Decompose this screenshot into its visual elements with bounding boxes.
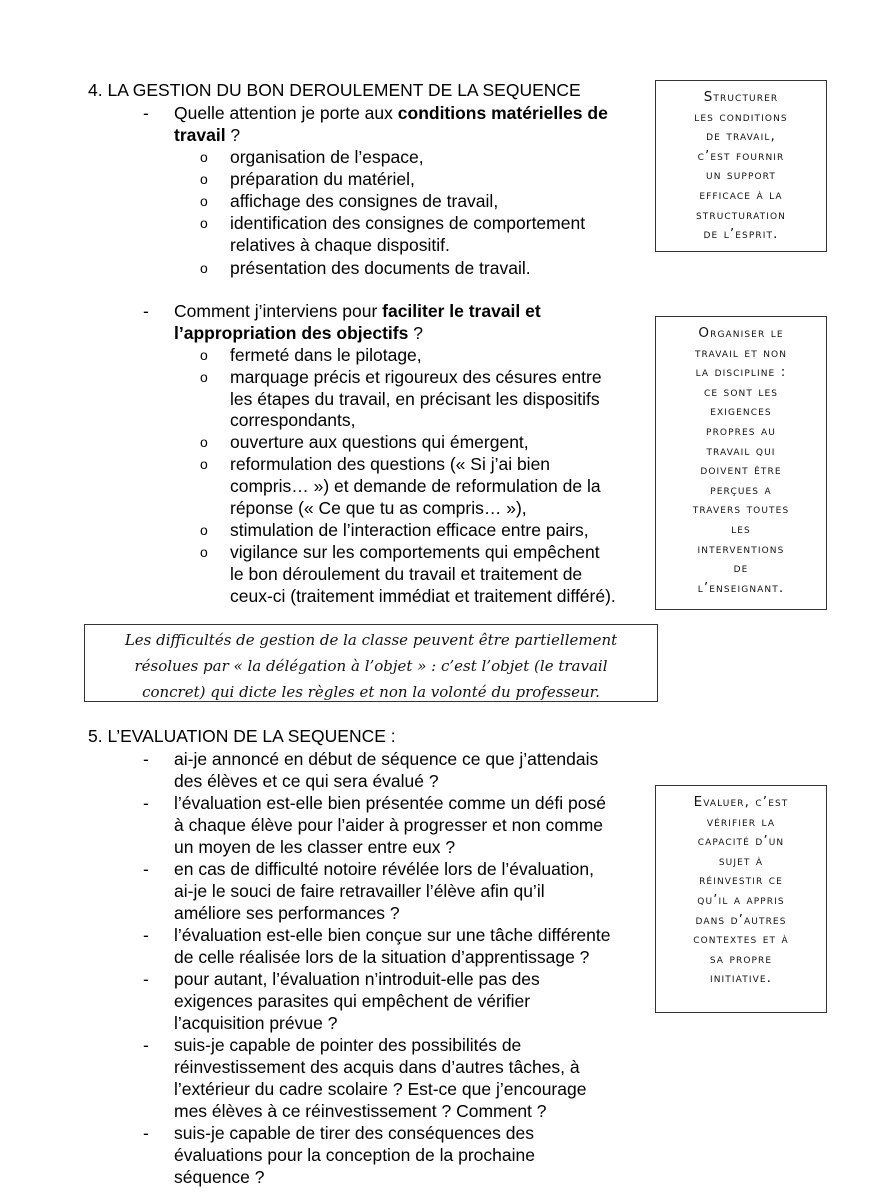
list-item: fermeté dans le pilotage, — [230, 345, 422, 365]
note-line: c’est fournir — [697, 147, 785, 164]
circle-bullet: o — [200, 369, 208, 385]
note-line: travail qui — [706, 442, 776, 459]
question-text: ? — [225, 124, 241, 145]
dash-bullet: - — [143, 1035, 149, 1055]
note-line: vérifier la — [706, 813, 776, 830]
note-line: structuration — [695, 206, 787, 223]
list-item: présentation des documents de travail. — [230, 258, 531, 278]
note-line: efficace à la — [699, 186, 783, 203]
dash-bullet: - — [143, 793, 149, 813]
side-note-structurer — [655, 80, 827, 252]
note-line: perçues a — [710, 481, 772, 498]
side-note-organiser — [655, 316, 827, 610]
list-item: affichage des consignes de travail, — [230, 191, 499, 211]
eval-line-continued: des élèves et ce qui sera évalué ? — [174, 771, 439, 791]
note-line: dans d’autres — [695, 911, 787, 928]
list-item: vigilance sur les comportements qui empêchent — [230, 542, 600, 562]
eval-line-continued: l’extérieur du cadre scolaire ? Est-ce que j’encourage — [174, 1079, 587, 1099]
list-item-continued: ceux-ci (traitement immédiat et traitement différé). — [230, 586, 616, 606]
note-line: les conditions — [694, 108, 788, 125]
note-line: de travail, — [706, 128, 776, 145]
list-item: identification des consignes de comportement — [230, 213, 586, 233]
note-line: réinvestir ce — [699, 872, 783, 889]
eval-line-continued: réinvestissement des acquis dans d’autres tâches, à — [174, 1057, 580, 1077]
dash-bullet: - — [143, 925, 149, 945]
eval-line: en cas de difficulté notoire révélée lors de l’évaluation, — [174, 859, 594, 879]
question-bold: conditions matérielles de — [397, 103, 608, 123]
list-item: reformulation des questions (« Si j’ai bien — [230, 454, 551, 474]
dash-bullet: - — [143, 1123, 149, 1143]
question-material-conditions — [174, 103, 654, 146]
note-line: interventions — [697, 540, 785, 557]
question-bold: l’appropriation des objectifs — [174, 322, 409, 343]
eval-line-continued: évaluations pour la conception de la prochaine — [174, 1145, 535, 1165]
eval-line-continued: exigences parasites qui empêchent de vérifier — [174, 991, 531, 1011]
note-line: l’enseignant. — [697, 579, 785, 596]
section-4-heading: 4. LA GESTION DU BON DEROULEMENT DE LA SEQUENCE — [88, 80, 581, 100]
note-line: initiative. — [709, 970, 773, 987]
note-line: exigences — [710, 403, 772, 420]
note-line: la discipline : — [695, 364, 787, 381]
eval-line-continued: de celle réalisée lors de la situation d’apprentissage ? — [174, 947, 590, 967]
eval-line-continued: à chaque élève pour l’aider à progresser et non comme — [174, 815, 603, 835]
circle-bullet: o — [200, 149, 208, 165]
dash-bullet: - — [143, 103, 149, 123]
list-item-continued: compris… ») et demande de reformulation de la — [230, 476, 601, 496]
eval-line-continued: séquence ? — [174, 1167, 265, 1187]
circle-bullet: o — [200, 434, 208, 450]
note-line: Evaluer, c’est — [693, 794, 789, 810]
note-line: de l’esprit. — [703, 226, 779, 243]
note-line: de — [733, 560, 749, 577]
note-line: doivent être — [700, 462, 782, 479]
list-item-continued: réponse (« Ce que tu as compris… »), — [230, 498, 527, 518]
eval-line: suis-je capable de pointer des possibilités de — [174, 1035, 522, 1055]
eval-line: l’évaluation est-elle bien conçue sur une tâche différente — [174, 925, 611, 945]
note-line: Organiser le — [698, 325, 784, 341]
delegation-note-box — [84, 624, 658, 702]
question-text: Quelle attention je porte aux — [174, 103, 398, 123]
side-note-evaluer — [655, 785, 827, 1013]
circle-bullet: o — [200, 456, 208, 472]
note-line: un support — [706, 167, 776, 184]
eval-line-continued: améliore ses performances ? — [174, 903, 400, 923]
note-line: résolues par « la délégation à l’objet » : c’est l’objet (le travail — [134, 657, 608, 675]
section-5-heading: 5. L’EVALUATION DE LA SEQUENCE : — [88, 726, 396, 746]
note-line: ce sont les — [703, 383, 779, 400]
note-line: les — [731, 520, 751, 537]
dash-bullet: - — [143, 749, 149, 769]
note-line: qu’il a appris — [697, 891, 785, 908]
note-line: concret) qui dicte les règles et non la volonté du professeur. — [142, 683, 600, 701]
eval-line-continued: ai-je le souci de faire retravailler l’élève afin qu’il — [174, 881, 545, 901]
question-bold: faciliter le travail et — [382, 301, 541, 321]
circle-bullet: o — [200, 171, 208, 187]
list-item-continued: le bon déroulement du travail et traitement de — [230, 564, 583, 584]
note-line: travail et non — [694, 344, 788, 361]
eval-line-continued: un moyen de les classer entre eux ? — [174, 837, 456, 857]
circle-bullet: o — [200, 522, 208, 538]
note-line: contextes et à — [693, 931, 789, 948]
eval-line-continued: l’acquisition prévue ? — [174, 1013, 338, 1033]
list-item: stimulation de l’interaction efficace entre pairs, — [230, 520, 589, 540]
eval-line: l’évaluation est-elle bien présentée comme un défi posé — [174, 793, 606, 813]
question-facilitate-work — [174, 301, 654, 344]
circle-bullet: o — [200, 347, 208, 363]
dash-bullet: - — [143, 301, 149, 321]
note-line: travers toutes — [692, 501, 790, 518]
note-line: sujet à — [718, 852, 764, 869]
note-line: propres au — [706, 422, 776, 439]
list-item-continued: relatives à chaque dispositif. — [230, 235, 450, 255]
question-text: ? — [408, 322, 423, 343]
list-item-continued: correspondants, — [230, 410, 356, 430]
eval-line: ai-je annoncé en début de séquence ce que j’attendais — [174, 749, 599, 769]
note-line: Structurer — [703, 89, 779, 105]
note-line: sa propre — [709, 950, 773, 967]
question-text: Comment j’interviens pour — [174, 301, 383, 321]
list-item: ouverture aux questions qui émergent, — [230, 432, 529, 452]
eval-line: suis-je capable de tirer des conséquences des — [174, 1123, 534, 1143]
note-line: capacité d’un — [697, 833, 785, 850]
list-item: préparation du matériel, — [230, 169, 415, 189]
list-item-continued: les étapes du travail, en précisant les dispositifs — [230, 389, 600, 409]
eval-line: pour autant, l’évaluation n’introduit-elle pas des — [174, 969, 540, 989]
note-line: Les difficultés de gestion de la classe peuvent être partiellement — [124, 631, 618, 649]
circle-bullet: o — [200, 193, 208, 209]
circle-bullet: o — [200, 260, 208, 276]
dash-bullet: - — [143, 969, 149, 989]
question-bold: travail — [174, 124, 226, 145]
circle-bullet: o — [200, 544, 208, 560]
dash-bullet: - — [143, 859, 149, 879]
eval-line-continued: mes élèves à ce réinvestissement ? Comment ? — [174, 1101, 547, 1121]
circle-bullet: o — [200, 215, 208, 231]
list-item: organisation de l’espace, — [230, 147, 424, 167]
list-item: marquage précis et rigoureux des césures entre — [230, 367, 602, 387]
